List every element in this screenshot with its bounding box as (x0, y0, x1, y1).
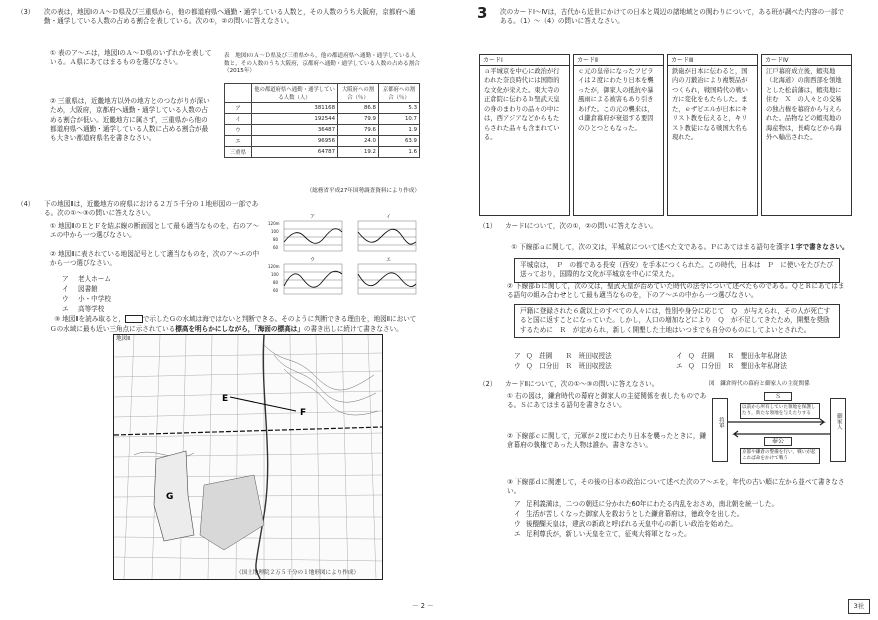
option-text: 足利義満は，二つの朝廷に分かれた60年にわたる内乱をおさめ，南北朝を統一した。 (526, 500, 779, 508)
topographic-map (113, 334, 383, 580)
part-2-number: （2） (479, 380, 497, 388)
table-cell: ウ (225, 125, 252, 136)
s-description: 以前から所有していた領地を保護したり，新たな領地を与えたりする (740, 403, 820, 419)
option-item (62, 275, 182, 285)
q4-intro: 下の地図Ⅱは，近畿地方の府県における２万５千分の１地形図の一部である。次の①～③の問いに答えなさい。 (44, 200, 259, 218)
table-caption: 表 地図ⅠのＡ～Ｄ県及び三重県から，他の都道府県へ通勤・通学している人数と，その人数のうち大阪府，京都府へ通勤・通学している人数の占める割合（2015年） (224, 53, 420, 75)
table-row (225, 147, 420, 158)
lake-area (154, 451, 194, 541)
table-row (225, 136, 420, 147)
p1-q1-text-b: １字で書きなさい。 (789, 243, 849, 252)
arrow-right-icon (728, 419, 824, 425)
map-mark-f: F (300, 408, 307, 418)
graph-frame-a (284, 221, 342, 251)
q3-intro: 次の表は，地図ⅠのＡ～Ｄ県及び三重県から，他の都道府県へ通勤・通学している人数と，その人数のうち大阪府，京都府へ通勤・通学している人数の占める割合を表している。次の①，②の問いに答えなさい。 (44, 8, 416, 26)
option-key: ウ (514, 361, 521, 370)
option-key: イ (676, 352, 683, 360)
cross-section-graphs (268, 212, 424, 302)
option-text: 小・中学校 (78, 294, 111, 303)
option-key: エ (676, 361, 683, 370)
q4-question-1: ① 地図ⅡのＥとＦを結ぶ線の断面図として最も適当なものを，右のア～エの中から一つ選びなさい。 (50, 222, 260, 240)
table-row (225, 114, 420, 125)
card-3 (667, 54, 758, 216)
option-item (62, 285, 182, 295)
gokenin-label: 御家人 (835, 413, 842, 430)
card-body: 鉄砲が日本に伝わると，国内の刀鍛冶により複製品がつくられ，戦国時代の戦い方に変化をもたらした。また，ｅザビエルが日本にキリスト教を伝えると，キリスト教徒になる戦国大名も現れた。 (672, 68, 748, 142)
option-key: ア (514, 352, 521, 360)
graph-label-a: ア (310, 214, 316, 220)
question-3-number: 3 (477, 4, 488, 22)
commuter-table (224, 83, 420, 158)
hoko-description: 京都や鎌倉の警備を行い，戦いが起これば命をかけて戦う (740, 448, 820, 464)
part-1-intro: カードⅠについて，次の①，②の問いに答えなさい。 (505, 222, 657, 230)
card-4 (761, 54, 852, 216)
table-header-cell: 京都府への割合（％） (379, 84, 420, 103)
part-1-question-2: ② 下線部ｂに関して，次の文は，聖武天皇が治めていた時代の法令について述べたものである。ＱとＲにあてはまる語句の組み合わせとして最も適当なものを，下のア～エの中から一つ選びなさい。 (507, 282, 845, 300)
option-text: Ｑ 口分田 Ｒ 班田収授法 (526, 361, 612, 370)
q3-number: （3） (17, 8, 35, 16)
graph-label-i: イ (386, 214, 392, 220)
axis-tick: 100 (271, 272, 279, 277)
profile-line-u (284, 271, 342, 287)
table-header-cell: 大阪府への割合（％） (338, 84, 379, 103)
option-key: イ (514, 509, 521, 518)
q4-q3-text-b: で示したＧの水域は海ではないと判断できる。そのように判断できる理由を，地図ⅡにおいてＧの水域に最も近い三角点に示されている (50, 315, 417, 333)
diagram-caption: 図 鎌倉時代の幕府と御家人の主従関係 (709, 381, 810, 387)
table-cell: 10.7 (379, 114, 420, 125)
shogun-label: 将軍 (717, 417, 724, 429)
water-area-box-icon (125, 315, 143, 323)
table-cell: 86.8 (338, 103, 379, 114)
option-item (514, 510, 850, 520)
part-1-number: （1） (479, 222, 497, 230)
q4-question-3 (50, 306, 422, 334)
map-mark-e: E (222, 394, 229, 404)
card-title: カードⅠ (480, 55, 569, 66)
option-text: 後醍醐天皇は，建武の新政と呼ばれる天皇中心の新しい政治を始めた。 (526, 519, 737, 528)
table-cell: 19.2 (338, 147, 379, 158)
q3-question-1: ① 表のア～エは，地図ⅠのＡ～Ｄ県のいずれかを表している。Ａ県にあてはまるものを選びなさい。 (50, 49, 212, 67)
table-cell: 381168 (252, 103, 338, 114)
table-cell: 5.3 (379, 103, 420, 114)
card-2 (573, 54, 664, 216)
option-text: 生活が苦しくなった御家人を救おうとした鎌倉幕府は，徳政令を出した。 (526, 509, 744, 518)
map-source: （国土地理院２万５千分の１地形図により作成） (236, 570, 360, 576)
axis-tick: 80 (273, 237, 279, 242)
option-text: 老人ホーム (78, 275, 111, 283)
part-1-options (514, 352, 844, 372)
q4-number: （4） (17, 200, 35, 208)
table-cell: 79.6 (338, 125, 379, 136)
option-text: 図書館 (78, 284, 98, 293)
option-item (62, 295, 182, 305)
table-header-cell: 他の都道府県へ通勤・通学している人数（人） (252, 84, 338, 103)
table-cell: 64787 (252, 147, 338, 158)
p1-q1-text-a: ① 下線部ａに関して，次の文は，平城京について述べた文である。Ｐにあてはまる語句を漢字 (511, 243, 790, 252)
card-title: カードⅣ (762, 55, 851, 66)
map-mark-g: G (166, 492, 174, 502)
s-label: Ｓ (774, 393, 781, 400)
graph-frame-e (358, 264, 416, 294)
page-number: － 2 － (412, 602, 434, 610)
hoko-label-box (764, 437, 792, 446)
q4-q3-text-a: ③ 地図Ⅱを読み取ると， (54, 315, 125, 324)
answer-box-p: 平城京は， Ｐ の都である長安（西安）を手本につくられた。この時代，日本は Ｐ に使いをたびたび送っており，国際的な文化が平城京を中心に栄えた。 (514, 258, 840, 283)
axis-tick: 60 (273, 245, 279, 250)
table-cell: エ (225, 136, 252, 147)
table-row (225, 125, 420, 136)
card-body: 江戸幕府成立後，蝦夷地（北海道）の南西部を領地とした松前藩は，蝦夷地に住む Ｘ の人々との交易の独占権を幕府から与えられた。品物などの蝦夷地の海産物は，長崎などから海外へ輸出された。 (766, 68, 842, 142)
q4-q3-text-c: 標高を明らかにしながら，「海面の標高は」 (175, 324, 304, 333)
axis-tick: 60 (273, 288, 279, 293)
part-2-question-1: ① 右の図は，鎌倉時代の幕府と御家人の主従関係を表したものである。Ｓにあてはまる語句を書きなさい。 (507, 392, 707, 410)
page-tag: 3社 (848, 599, 870, 614)
map-title: 地図Ⅱ (116, 336, 130, 342)
table-header-row (225, 84, 420, 103)
table-cell: 三重県 (225, 147, 252, 158)
table-cell: イ (225, 114, 252, 125)
relationship-arrows (728, 418, 830, 438)
card-1 (479, 54, 570, 216)
option-key: エ (514, 529, 521, 538)
profile-line-a (284, 229, 342, 244)
option-row (514, 362, 844, 372)
option-key: エ (62, 304, 69, 313)
option-key: イ (62, 284, 69, 293)
river (256, 335, 268, 579)
card-title: カードⅡ (574, 55, 663, 66)
option-text: Ｑ 口分田 Ｒ 墾田永年私財法 (688, 361, 787, 370)
option-key: ウ (62, 294, 69, 303)
graph-label-u: ウ (310, 257, 316, 263)
card-title: カードⅢ (668, 55, 757, 66)
q4-q3-text-d: の書き出しに続けて書きなさい。 (303, 324, 403, 333)
q3-question-2: ② 三重県は，近畿地方以外の地方とのつながりが深いため，大阪府，京都府へ通勤・通学している人数の占める割合が低い。近畿地方に属さず，三重県から他の都道府県へ通勤・通学している人数に占める割合が最も大きい都道府県名を書きなさい。 (50, 97, 210, 143)
graph-frame-u (284, 264, 342, 294)
graph-frame-i (358, 221, 416, 251)
axis-tick: 120m (268, 264, 280, 269)
option-text: Ｑ 荘園 Ｒ 墾田永年私財法 (688, 352, 787, 360)
hoko-label: 奉公 (771, 438, 784, 445)
option-key: ウ (514, 519, 521, 528)
shogun-box (712, 398, 728, 462)
axis-tick: 100 (271, 229, 279, 234)
option-row (514, 352, 844, 362)
table-cell: 63.9 (379, 136, 420, 147)
gokenin-box (830, 398, 846, 462)
table-row (225, 103, 420, 114)
part-2-options (514, 500, 850, 540)
card-body: ｃ元の皇帝になったフビライは２度にわたり日本を襲ったが，御家人の抵抗や暴風雨による被害もあり引きあげた。この元の襲来は，ｄ鎌倉幕府が衰退する要因のひとつともなった。 (578, 68, 654, 132)
option-item (514, 520, 850, 530)
option-item (514, 500, 850, 510)
option-text: 高等学校 (78, 304, 105, 313)
part-2-question-2: ② 下線部ｃに関して，元軍が２度にわたり日本を襲ったときに，鎌倉幕府の執権であった人物は誰か。書きなさい。 (507, 432, 707, 450)
q4-question-2: ② 地図Ⅱに表されている地図記号として適当なものを，次のア～エの中から一つ選びなさい。 (50, 250, 260, 268)
table-cell: 36487 (252, 125, 338, 136)
table-cell: 79.9 (338, 114, 379, 125)
table-cell: ア (225, 103, 252, 114)
table-cell: 24.0 (338, 136, 379, 147)
profile-line-i (358, 229, 416, 244)
question-3-intro: 次のカードⅠ～Ⅳは，古代から近世にかけての日本と周辺の諸地域との関わりについて，ある班が調べた内容の一部である。（1）～（4）の問いに答えなさい。 (500, 8, 845, 26)
axis-tick: 80 (273, 280, 279, 285)
table-cell: 96956 (252, 136, 338, 147)
table-header-cell (225, 84, 252, 103)
part-1-question-1 (507, 234, 849, 253)
option-text: 足利尊氏が，新しい天皇を立て，征夷大将軍となった。 (526, 529, 691, 538)
answer-box-qr: 戸籍に登録された６歳以上のすべての人々には，性別や身分に応じて Ｑ が与えられ，その人が死亡すると国に返すことになっていた。しかし，人口の増加などにより Ｑ が不足してきたため，開墾を奨励するために Ｒ が定められ，新しく開墾した土地はいつまでも自分のものにしてよいとされた。 (514, 304, 840, 338)
table-cell: 1.9 (379, 125, 420, 136)
table-cell: 1.6 (379, 147, 420, 158)
section-line-ef (230, 397, 296, 411)
option-item (514, 530, 850, 540)
graph-label-e: エ (386, 257, 392, 263)
part-2-intro: カードⅡについて，次の①～③の問いに答えなさい。 (505, 380, 659, 388)
option-key: ア (62, 275, 69, 283)
axis-tick: 120m (268, 221, 280, 226)
map-drawing (114, 335, 382, 579)
card-body: ａ平城京を中心に政治が行われた奈良時代には国際的な文化が栄えた。東大寺の正倉院に伝わるｂ聖武天皇の身のまわりの品々の中には，西アジアなどからもたらされた品々も含まれている。 (484, 68, 560, 142)
s-label-box (764, 392, 792, 401)
town-area (200, 475, 264, 550)
option-text: Ｑ 荘園 Ｒ 班田収授法 (526, 352, 612, 360)
option-key: ア (514, 500, 521, 508)
table-cell: 192544 (252, 114, 338, 125)
part-2-question-3: ③ 下線部ｄに関連して，その後の日本の政治について述べた次のア～エを，年代の古い順に左から並べて書きなさい。 (507, 478, 845, 496)
profile-line-e (358, 273, 416, 287)
table-source: （総務省平成27年国勢調査資料により作成） (306, 188, 420, 194)
